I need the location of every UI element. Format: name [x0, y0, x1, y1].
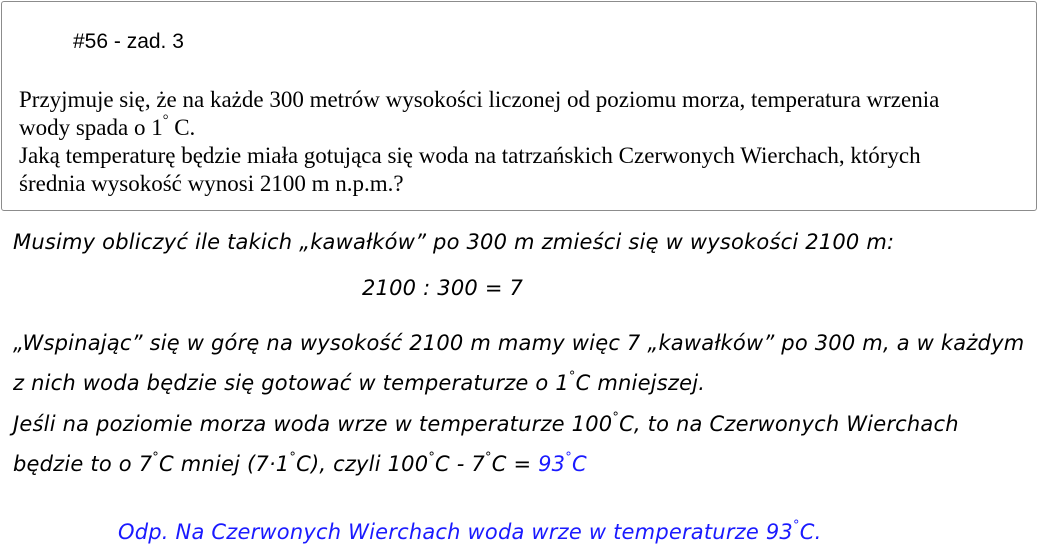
answer-line [118, 520, 821, 544]
task-line-1: Przyjmuje się, że na każde 300 metrów wysokości liczonej od poziomu morza, temperatura wrzenia [19, 87, 940, 112]
task-title: #56 - zad. 3 [73, 30, 184, 53]
degree-sign: ° [565, 450, 572, 466]
p3-text: Jeśli na poziomie morza woda wrze w temperaturze 100 [13, 412, 613, 436]
degree-sign: ° [484, 450, 492, 466]
p2-text-end: C mniejszej. [575, 371, 706, 395]
degree-sign: ° [612, 410, 620, 426]
result-unit: C [571, 452, 587, 476]
answer-unit: C. [799, 520, 822, 544]
solution-equation: 2100 : 300 = 7 [362, 276, 524, 300]
answer-text: Odp. Na Czerwonych Wierchach woda wrze w temperaturze 93 [118, 520, 793, 544]
solution-intro: Musimy obliczyć ile takich „kawałków” po 300 m zmieści się w wysokości 2100 m: [13, 230, 895, 254]
task-text [19, 86, 1029, 198]
solution-paragraph-1: „Wspinając” się w górę na wysokość 2100 m mamy więc 7 „kawałków” po 300 m, a w każdym [13, 331, 1025, 355]
result-value [538, 452, 587, 476]
task-box [1, 1, 1037, 211]
task-line-2 [19, 114, 1029, 142]
p4-text-e: C = [491, 452, 539, 476]
p2-text: z nich woda będzie się gotować w temperaturze o 1 [13, 371, 569, 395]
task-line-2-unit: C. [168, 115, 196, 140]
task-line-3: Jaką temperaturę będzie miała gotująca się woda na tatrzańskich Czerwonych Wierchach, których [19, 143, 921, 168]
degree-sign: ° [152, 450, 159, 466]
task-line-4: średnia wysokość wynosi 2100 m n.p.m.? [19, 171, 404, 196]
solution-paragraph-3 [13, 412, 959, 436]
solution-paragraph-2 [13, 371, 705, 395]
p4-text-a: będzie to o 7 [13, 452, 153, 476]
p4-text-b: C mniej (7·1 [159, 452, 290, 476]
result-number: 93 [538, 452, 566, 476]
degree-sign: ° [793, 518, 800, 534]
p4-text-d: C - 7 [435, 452, 485, 476]
degree-sign: ° [289, 450, 297, 466]
task-line-2-text: wody spada o 1 [19, 115, 163, 140]
p4-text-c: C), czyli 100 [296, 452, 429, 476]
p3-text-end: C, to na Czerwonych Wierchach [619, 412, 959, 436]
degree-sign: ° [162, 112, 169, 129]
solution-paragraph-4 [13, 452, 587, 476]
degree-sign: ° [428, 450, 436, 466]
degree-sign: ° [568, 369, 576, 385]
